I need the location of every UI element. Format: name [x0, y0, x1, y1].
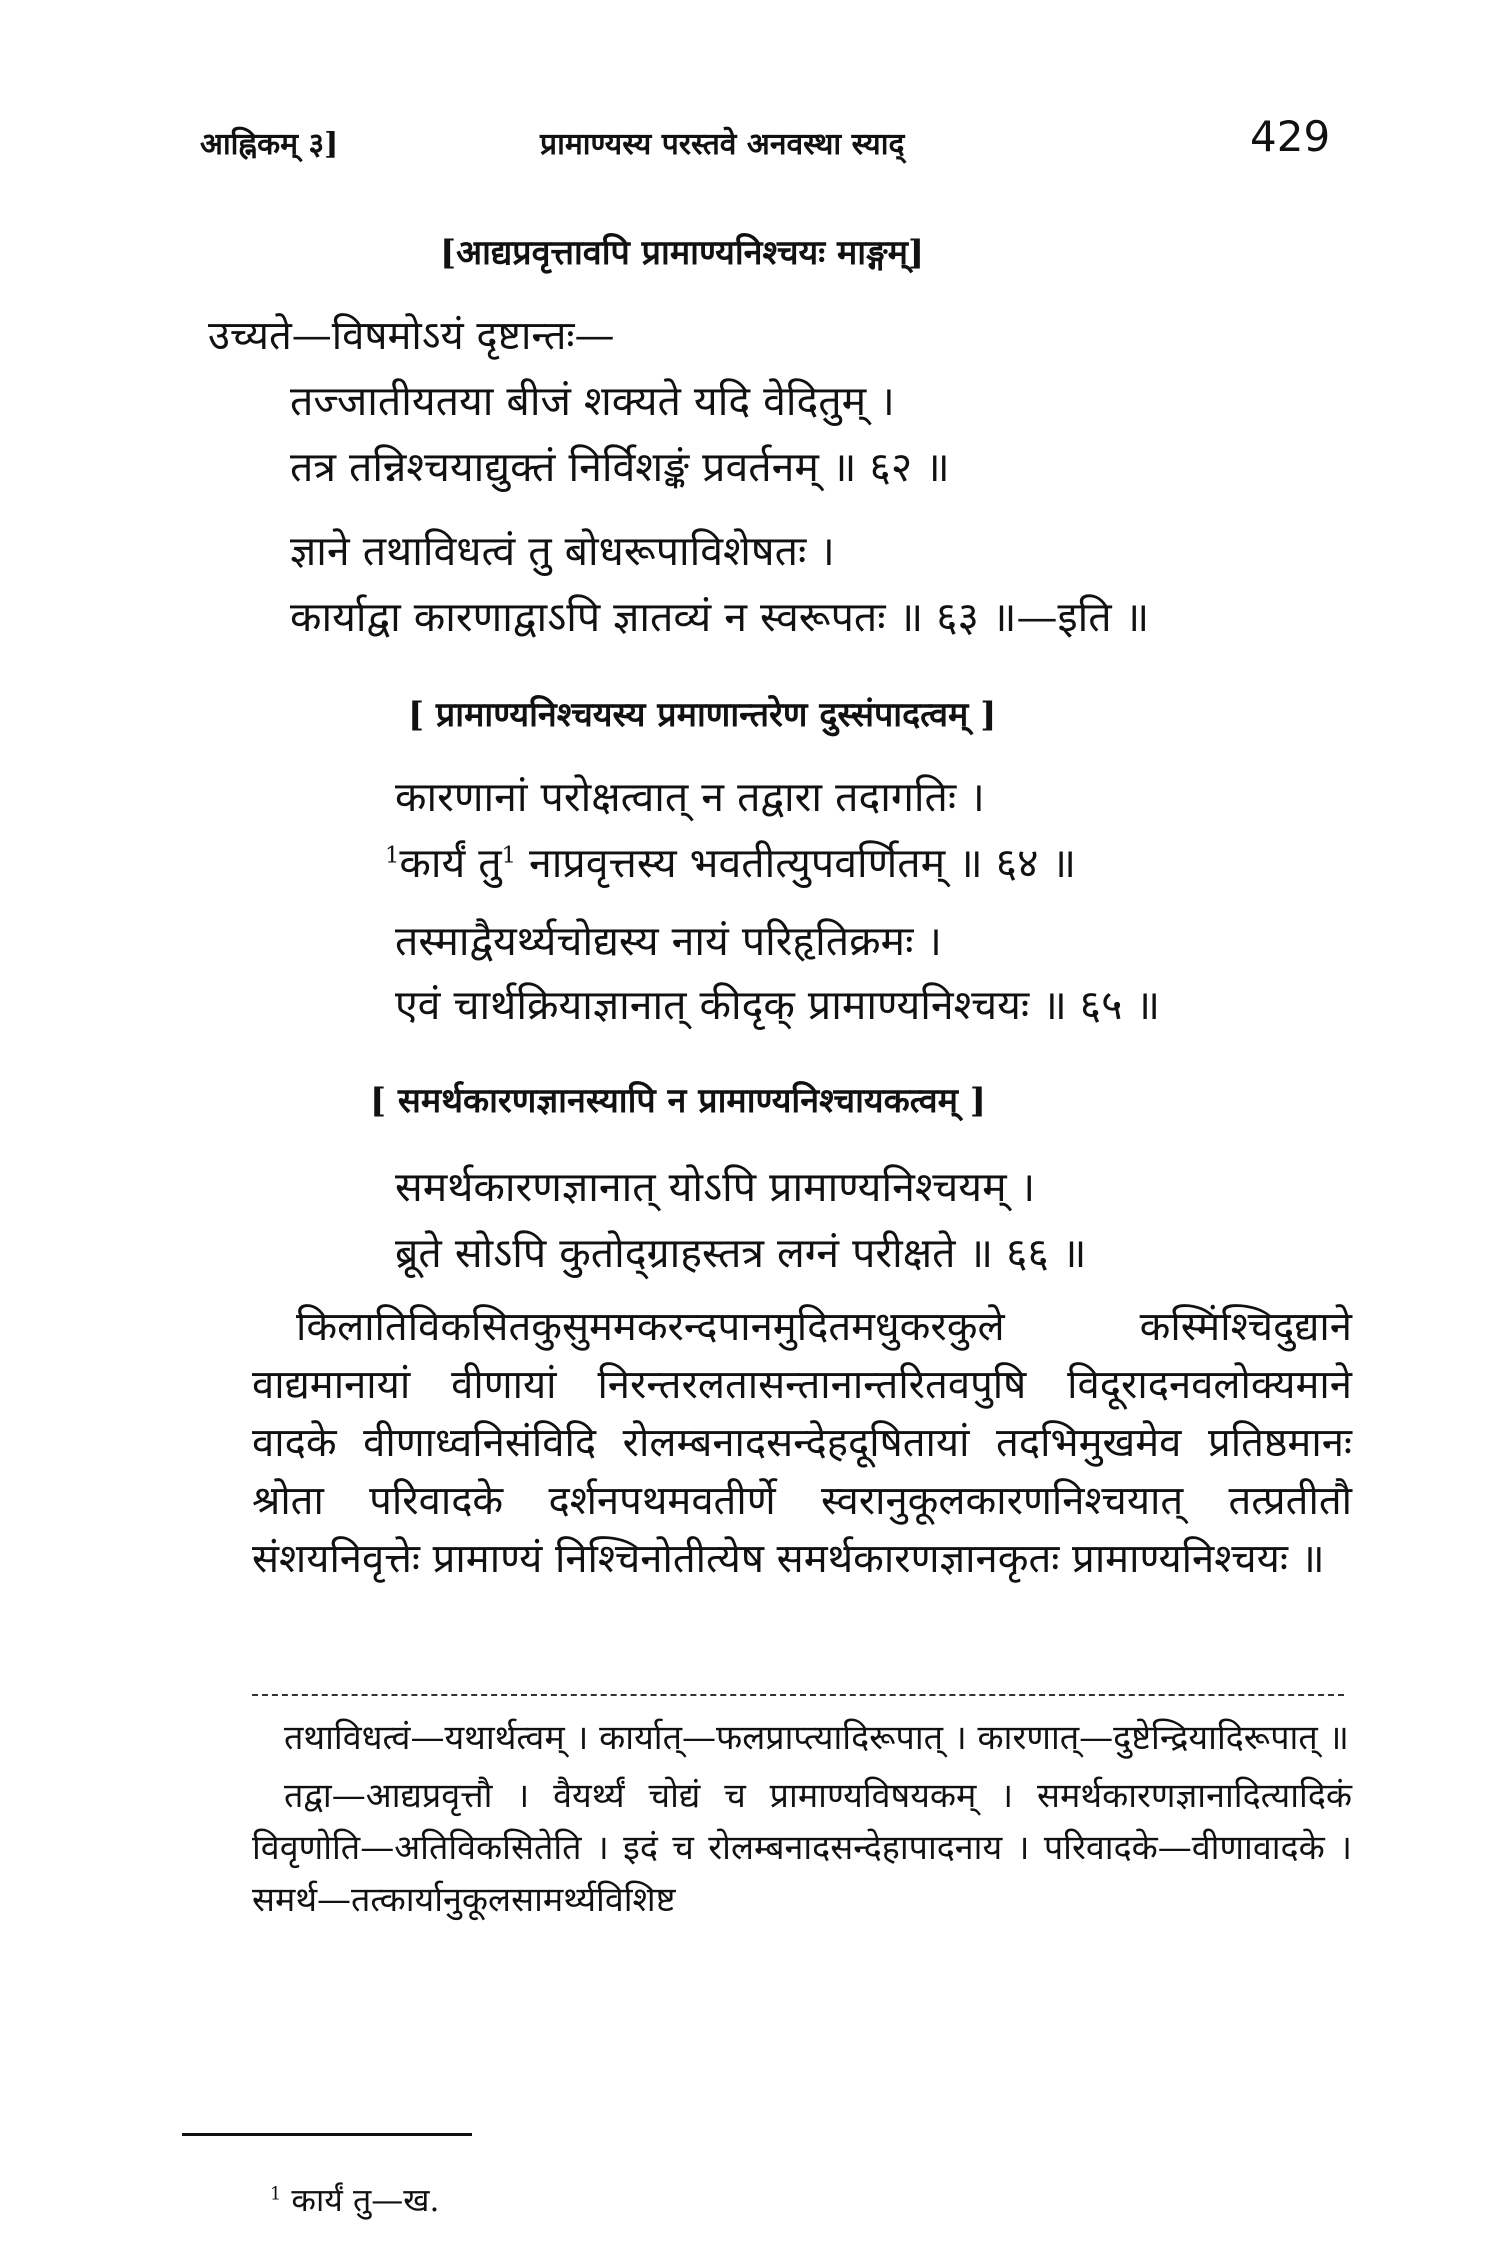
- footnote-divider: [182, 2133, 472, 2136]
- commentary-divider: [252, 1694, 1344, 1696]
- verse-line-with-footnote-marks: [385, 834, 1076, 890]
- footnote-mark: 1: [270, 2184, 282, 2205]
- section-heading-1: [आद्यप्रवृत्तावपि प्रामाण्यनिश्चयः माङ्गम्]: [440, 233, 925, 273]
- section-heading-2: [ प्रामाण्यनिश्चयस्य प्रमाणान्तरेण दुस्संपादत्वम् ]: [408, 695, 997, 735]
- verse-line: तत्र तन्निश्चयाद्युक्तं निर्विशङ्कं प्रवर्तनम् ॥ ६२ ॥: [290, 443, 950, 491]
- prose-text: किलातिविकसितकुसुममकरन्दपानमुदितमधुकरकुले कस्मिंश्चिदुद्याने वाद्यमानायां वीणायां निरन्तरलतासन्तानान्तरितवपुषि विदूरादनवलोक्यमाने वादके वीणाध्वनिसंविदि रोलम्बनादसन्देहदूषितायां तदभिमुखमेव प्रतिष्ठमानः श्रोता परिवादके दर्शनपथमवतीर्णे स्वरानुकूलकारणनिश्चयात् तत्प्रतीतौ संशयनिवृत्तेः प्रामाण्यं निश्चिनोतीत्येष समर्थकारणज्ञानकृतः प्रामाण्यनिश्चयः ॥: [252, 1304, 1352, 1582]
- verse-line: तज्जातीयतया बीजं शक्यते यदि वेदितुम् ।: [290, 377, 895, 425]
- intro-line: उच्यते—विषमोऽयं दृष्टान्तः—: [208, 313, 615, 359]
- verse-line: एवं चार्थक्रियाज्ञानात् कीदृक् प्रामाण्यनिश्चयः ॥ ६५ ॥: [395, 981, 1161, 1029]
- footnote-text: कार्यं तु—ख.: [281, 2181, 440, 2219]
- commentary-paragraph: तथाविधत्वं—यथार्थत्वम् । कार्यात्—फलप्राप्त्यादिरूपात् । कारणात्—दुष्टेन्द्रियादिरूपात् ॥: [284, 1718, 1349, 1758]
- section-heading-3: [ समर्थकारणज्ञानस्यापि न प्रामाण्यनिश्चायकत्वम् ]: [370, 1081, 986, 1121]
- footnote: [270, 2178, 440, 2221]
- verse-line: कारणानां परोक्षत्वात् न तद्वारा तदागतिः ।: [395, 773, 985, 821]
- footnote-mark: 1: [385, 842, 400, 869]
- running-header-title: प्रामाण्यस्य परस्तवे अनवस्था स्याद्: [540, 127, 905, 162]
- verse-line: कार्याद्वा कारणाद्वाऽपि ज्ञातव्यं न स्वरूपतः ॥ ६३ ॥—इति ॥: [290, 593, 1150, 641]
- prose-paragraph: [252, 1298, 1352, 1588]
- running-header-section: आह्निकम् ३]: [200, 127, 339, 162]
- verse-line: तस्माद्वैयर्थ्यचोद्यस्य नायं परिहृतिक्रमः ।: [395, 917, 942, 965]
- verse-text: नाप्रवृत्तस्य भवतीत्युपवर्णितम् ॥ ६४ ॥: [516, 839, 1077, 887]
- verse-line: ज्ञाने तथाविधत्वं तु बोधरूपाविशेषतः ।: [290, 527, 835, 575]
- verse-text: कार्यं तु: [399, 839, 502, 887]
- commentary: [252, 1712, 1352, 1932]
- page-number: 429: [1250, 112, 1331, 161]
- commentary-paragraph: तद्वा—आद्यप्रवृत्तौ । वैयर्थ्यं चोद्यं च प्रामाण्यविषयकम् । समर्थकारणज्ञानादित्यादिकं विवृणोति—अतिविकसितेति । इदं च रोलम्बनादसन्देहापादनाय । परिवादके—वीणावादके । समर्थ—तत्कार्यानुकूलसामर्थ्यविशिष्ट: [252, 1776, 1352, 1920]
- verse-line: ब्रूते सोऽपि कुतोद्ग्राहस्तत्र लग्नं परीक्षते ॥ ६६ ॥: [395, 1229, 1087, 1277]
- footnote-mark: 1: [501, 842, 517, 869]
- verse-line: समर्थकारणज्ञानात् योऽपि प्रामाण्यनिश्चयम् ।: [395, 1163, 1036, 1211]
